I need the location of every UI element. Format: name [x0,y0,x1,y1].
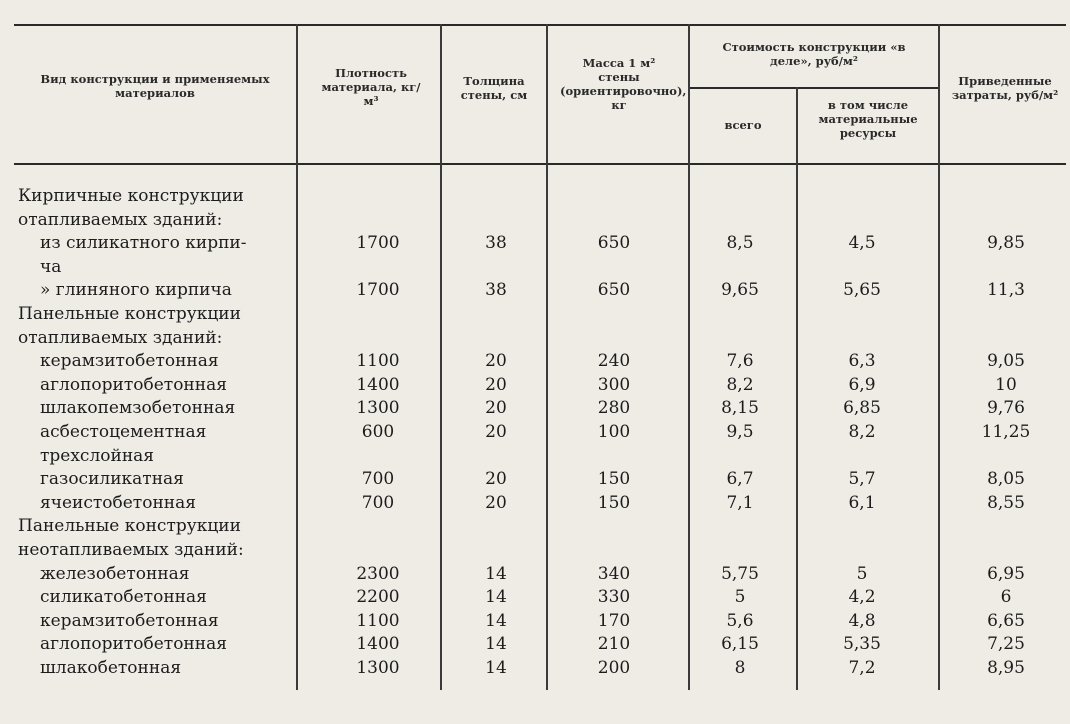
cell-mass: 150 [597,492,631,513]
cell-reduced: 11,3 [987,280,1025,301]
cell-mass: 170 [597,610,631,631]
cell-total: 7,6 [726,351,754,372]
table-row [0,396,1070,420]
table-row [0,656,1070,680]
cell-material: 5,35 [843,634,881,655]
cell-reduced: 6,95 [987,563,1025,584]
cell-mass: 210 [597,634,631,655]
cell-thickness: 38 [485,233,507,254]
cell-total: 9,65 [721,280,759,301]
cell-material: 5,7 [848,469,876,490]
cell-thickness: 20 [485,374,507,395]
row-construction-name: керамзитобетонная [40,351,219,372]
cell-material: 8,2 [848,422,876,442]
cell-total: 7,1 [726,492,754,513]
cell-thickness: 14 [485,658,507,678]
cell-thickness: 20 [485,398,507,419]
table-row [0,255,1070,279]
header-bottom-rule [14,163,1066,165]
row-construction-name: газосиликатная [40,469,184,490]
row-construction-name: аглопоритобетонная [40,374,227,395]
cell-thickness: 20 [485,422,507,442]
row-construction-name: ча [40,256,62,277]
row-construction-name: отапливаемых зданий: [18,209,223,230]
header-cost-group: Стоимость конструкции «в деле», руб/м² [722,40,906,68]
cell-mass: 100 [597,422,631,442]
row-construction-name: ячеистобетонная [40,492,196,513]
cell-density: 1700 [356,280,400,301]
table-top-rule [14,24,1066,26]
cell-reduced: 9,05 [987,351,1025,372]
cell-material: 5 [856,563,868,584]
table-row [0,208,1070,232]
cell-material: 5,65 [843,280,881,301]
cell-material: 4,5 [848,233,876,254]
header-cost-material: в том числе материальные ресурсы [818,98,918,140]
table-row [0,349,1070,373]
cell-mass: 340 [597,563,631,584]
cell-density: 1100 [356,610,400,631]
cell-density: 700 [361,469,395,490]
cell-material: 6,9 [848,374,876,395]
row-construction-name: » глиняного кирпича [40,280,232,301]
header-reduced: Приведенные затраты, руб/м² [951,74,1059,102]
cell-reduced: 8,05 [987,469,1025,490]
table-row [0,231,1070,255]
table-row [0,491,1070,515]
cell-thickness: 38 [485,280,507,301]
cell-density: 1400 [356,634,400,655]
cell-mass: 650 [597,233,631,254]
table-row [0,538,1070,562]
table-row [0,278,1070,302]
row-construction-name: железобетонная [40,563,190,584]
row-construction-name: неотапливаемых зданий: [18,540,244,560]
header-density: Плотность материала, кг/м³ [321,66,421,108]
cell-mass: 280 [597,398,631,419]
cell-density: 600 [361,422,395,442]
table-row [0,326,1070,350]
cell-density: 2300 [356,563,400,584]
row-construction-name: асбестоцементная [40,422,207,442]
row-construction-name: шлакопемзобетонная [40,398,236,419]
cell-reduced: 9,85 [987,233,1025,254]
row-construction-name: трехслойная [40,445,155,466]
header-cost-total: всего [724,118,762,132]
table-row [0,184,1070,208]
cell-total: 9,5 [726,422,754,442]
cost-subheader-rule [688,87,938,89]
cell-material: 7,2 [848,658,876,678]
cell-thickness: 14 [485,563,507,584]
cell-total: 5 [734,587,746,608]
cell-density: 1300 [356,658,400,678]
cell-mass: 150 [597,469,631,490]
cell-density: 2200 [356,587,400,608]
table-row [0,420,1070,444]
cell-reduced: 6,65 [987,610,1025,631]
cell-mass: 300 [597,374,631,395]
table-row [0,609,1070,633]
cell-total: 5,75 [721,563,759,584]
row-construction-name: шлакобетонная [40,658,182,678]
row-construction-name: отапливаемых зданий: [18,327,223,348]
cell-total: 8,5 [726,233,754,254]
cell-thickness: 14 [485,610,507,631]
cell-total: 8,15 [721,398,759,419]
cell-reduced: 6 [1000,587,1012,608]
row-construction-name: аглопоритобетонная [40,634,227,655]
header-thickness: Толщина стены, см [460,74,528,102]
cell-total: 6,7 [726,469,754,490]
table-row [0,514,1070,538]
cell-reduced: 8,95 [987,658,1025,678]
cell-material: 4,2 [848,587,876,608]
cell-mass: 650 [597,280,631,301]
cell-density: 1300 [356,398,400,419]
cell-material: 6,3 [848,351,876,372]
cell-material: 6,85 [843,398,881,419]
table-row [0,632,1070,656]
cell-material: 6,1 [848,492,876,513]
cell-thickness: 20 [485,469,507,490]
cell-reduced: 10 [995,374,1017,395]
cell-reduced: 11,25 [981,422,1031,442]
row-construction-name: Панельные конструкции [18,304,241,324]
cell-thickness: 20 [485,492,507,513]
row-construction-name: керамзитобетонная [40,610,219,631]
header-construction: Вид конструкции и применяемых материалов [40,72,270,100]
cell-reduced: 8,55 [987,492,1025,513]
cell-mass: 200 [597,658,631,678]
cell-total: 6,15 [721,634,759,655]
cell-mass: 240 [597,351,631,372]
cell-density: 700 [361,492,395,513]
cell-density: 1400 [356,374,400,395]
table-row [0,562,1070,586]
header-mass: Масса 1 м² стены (ориентировочно), кг [560,56,687,112]
table-row [0,444,1070,468]
cell-total: 8,2 [726,374,754,395]
cell-density: 1700 [356,233,400,254]
table-row [0,585,1070,609]
cell-material: 4,8 [848,610,876,631]
table-row [0,373,1070,397]
cell-total: 8 [734,658,746,678]
row-construction-name: Панельные конструкции [18,516,241,537]
table-row [0,302,1070,326]
cell-reduced: 9,76 [987,398,1025,419]
row-construction-name: силикатобетонная [40,587,207,608]
cell-total: 5,6 [726,610,754,631]
cell-thickness: 20 [485,351,507,372]
cell-mass: 330 [597,587,631,608]
cell-reduced: 7,25 [987,634,1025,655]
cell-density: 1100 [356,351,400,372]
row-construction-name: из силикатного кирпи- [40,233,247,254]
cell-thickness: 14 [485,587,507,608]
table-row [0,467,1070,491]
row-construction-name: Кирпичные конструкции [18,186,244,206]
cell-thickness: 14 [485,634,507,655]
